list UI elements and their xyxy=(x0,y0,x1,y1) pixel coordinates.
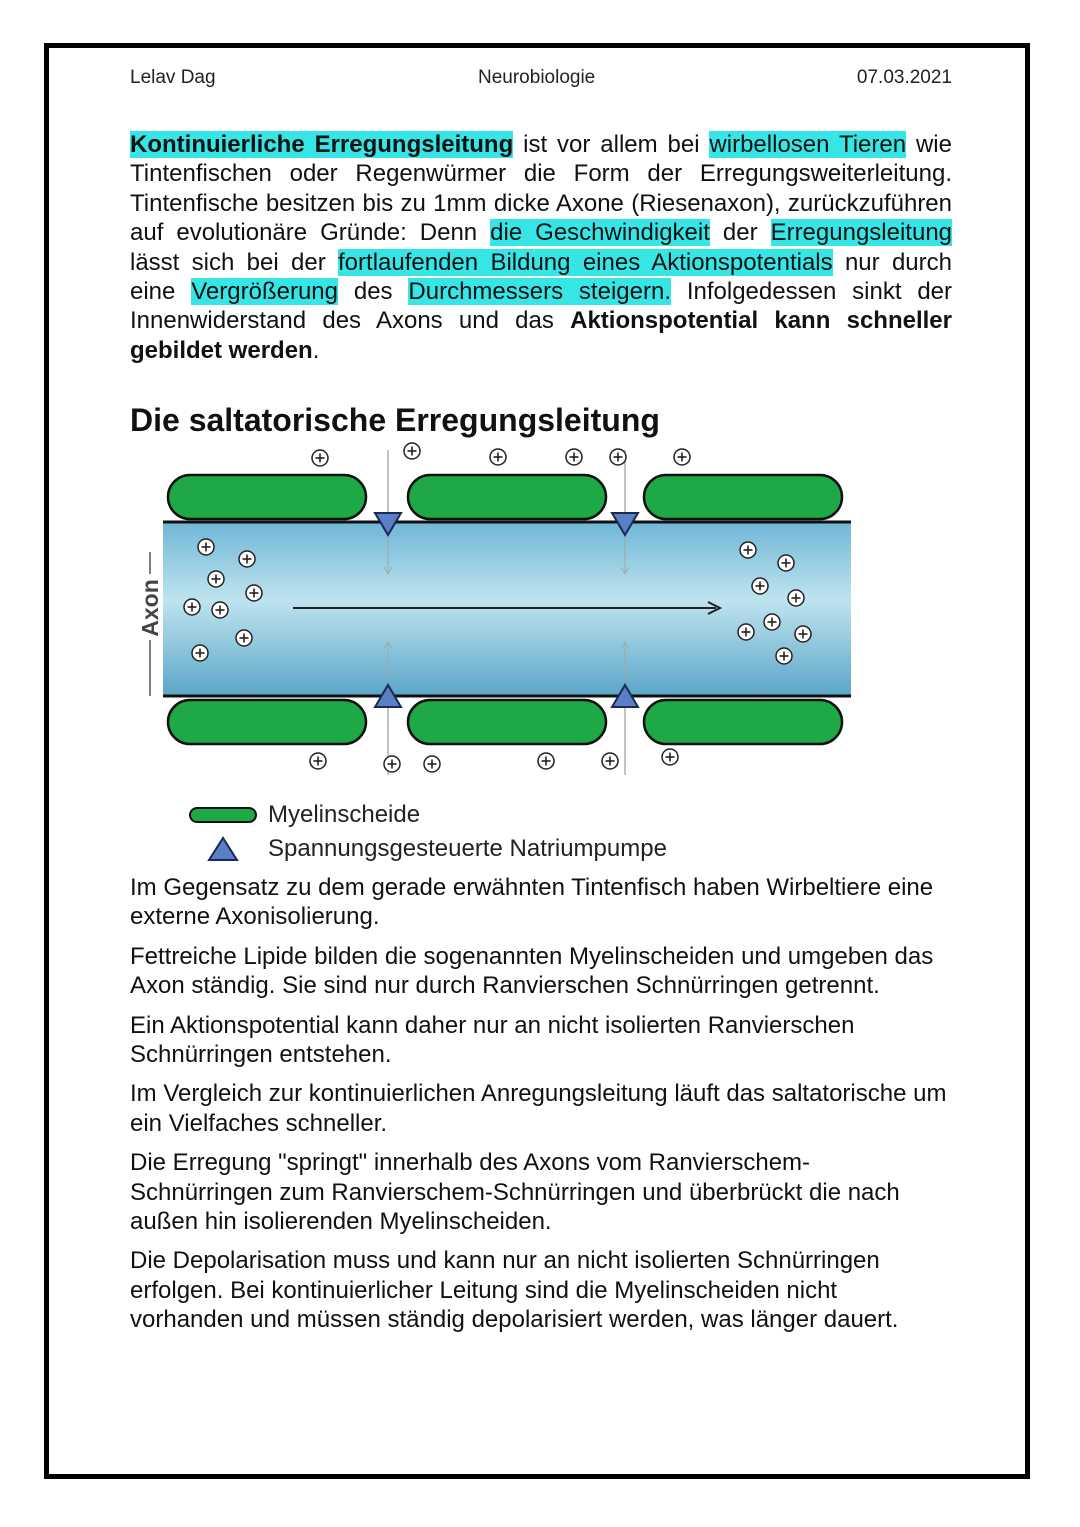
pump-legend-icon xyxy=(206,836,240,862)
positive-ion-icon xyxy=(538,753,554,769)
intro-paragraph xyxy=(130,130,952,365)
body-paragraph: Ein Aktionspotential kann daher nur an nicht isolierten Ranvierschen Schnürringen entstehen. xyxy=(130,1011,855,1069)
highlight-term: Erregungsleitung xyxy=(770,219,953,247)
positive-ion-icon xyxy=(788,590,804,606)
positive-ion-icon xyxy=(312,450,328,466)
positive-ion-icon xyxy=(246,585,262,601)
positive-ion-icon xyxy=(184,599,200,615)
intro-text: wie Tintenfischen oder Regenwürmer die Form der Erregungsweiterleitung. Tintenfische besitzen bis zu 1mm dicke Axone (Riesenaxon), zurückzuführen auf evolutionäre Gründe: Denn xyxy=(130,131,952,247)
positive-ion-icon xyxy=(795,626,811,642)
myelin-sheath xyxy=(168,475,366,519)
positive-ion-icon xyxy=(212,602,228,618)
legend-myelin xyxy=(178,798,667,832)
myelin-sheath xyxy=(408,700,606,744)
body-paragraph: Im Vergleich zur kontinuierlichen Anregungsleitung läuft das saltatorische um ein Vielfaches schneller. xyxy=(130,1080,947,1137)
positive-ion-icon xyxy=(764,614,780,630)
header-author: Lelav Dag xyxy=(130,67,216,88)
body-paragraph: Die Depolarisation muss und kann nur an nicht isolierten Schnürringen erfolgen. Bei kontinuierlicher Leitung sind die Myelinscheiden nicht vorhanden und müssen ständig depolarisiert werden, was länger dauert. xyxy=(130,1247,899,1334)
myelin-sheath xyxy=(168,700,366,744)
myelin-sheath xyxy=(644,700,842,744)
body-text xyxy=(130,873,950,1345)
positive-ion-icon xyxy=(740,542,756,558)
body-paragraph: Die Erregung "springt" innerhalb des Axons vom Ranvierschem-Schnürringen zum Ranvierschem-Schnürringen und überbrückt die nach außen hin isolierenden Myelinscheiden. xyxy=(130,1149,900,1236)
bold-phrase: Aktionspotential kann schneller gebildet werden xyxy=(130,307,952,364)
diagram-legend xyxy=(178,798,667,866)
intro-text: ist vor allem bei xyxy=(513,131,710,158)
intro-text: Infolgedessen sinkt der Innenwiderstand des Axons und das xyxy=(130,278,953,335)
highlight-term: die Geschwindigkeit xyxy=(490,219,710,247)
legend-myelin-label: Myelinscheide xyxy=(268,801,421,828)
positive-ion-icon xyxy=(566,449,582,465)
positive-ion-icon xyxy=(208,571,224,587)
header-date: 07.03.2021 xyxy=(856,67,952,88)
highlight-term: fortlaufenden Bildung eines Aktionspotentials xyxy=(338,248,833,276)
positive-ion-icon xyxy=(490,449,506,465)
header-subject: Neurobiologie xyxy=(478,67,596,88)
positive-ion-icon xyxy=(738,624,754,640)
positive-ion-icon xyxy=(674,449,690,465)
positive-ion-icon xyxy=(610,449,626,465)
positive-ion-icon xyxy=(776,648,792,664)
axon-label: Axon xyxy=(137,579,163,637)
myelin-legend-icon xyxy=(189,807,257,823)
legend-pump-label: Spannungsgesteuerte Natriumpumpe xyxy=(268,835,667,862)
body-paragraph: Fettreiche Lipide bilden die sogenannten Myelinscheiden und umgeben das Axon ständig. Sie sind nur durch Ranvierschen Schnürringen getrennt. xyxy=(130,942,934,1000)
intro-text: nur durch eine xyxy=(130,248,952,306)
positive-ion-icon xyxy=(424,756,440,772)
intro-text: lässt sich bei der xyxy=(130,248,339,276)
positive-ion-icon xyxy=(662,749,678,765)
highlight-term: Vergrößerung xyxy=(191,278,338,306)
highlight-term: Durchmessers steigern. xyxy=(408,278,671,306)
positive-ion-icon xyxy=(192,645,208,661)
body-paragraph: Im Gegensatz zu dem gerade erwähnten Tintenfisch haben Wirbeltiere eine externe Axonisolierung. xyxy=(130,874,934,931)
intro-text: . xyxy=(312,336,320,364)
section-title: Die saltatorische Erregungsleitung xyxy=(130,402,660,438)
intro-text: des xyxy=(338,278,409,306)
positive-ion-icon xyxy=(384,756,400,772)
legend-pump xyxy=(178,832,667,866)
positive-ion-icon xyxy=(778,555,794,571)
positive-ion-icon xyxy=(602,753,618,769)
intro-text: der xyxy=(709,219,771,247)
positive-ion-icon xyxy=(198,539,214,555)
positive-ion-icon xyxy=(310,753,326,769)
highlight-term: Kontinuierliche Erregungsleitung xyxy=(130,131,514,158)
positive-ion-icon xyxy=(236,630,252,646)
positive-ion-icon xyxy=(752,578,768,594)
positive-ion-icon xyxy=(239,551,255,567)
saltatory-conduction-diagram xyxy=(128,440,858,780)
positive-ion-icon xyxy=(404,443,420,459)
myelin-sheath xyxy=(408,475,606,519)
highlight-term: wirbellosen Tieren xyxy=(709,131,907,158)
myelin-sheath xyxy=(644,475,842,519)
